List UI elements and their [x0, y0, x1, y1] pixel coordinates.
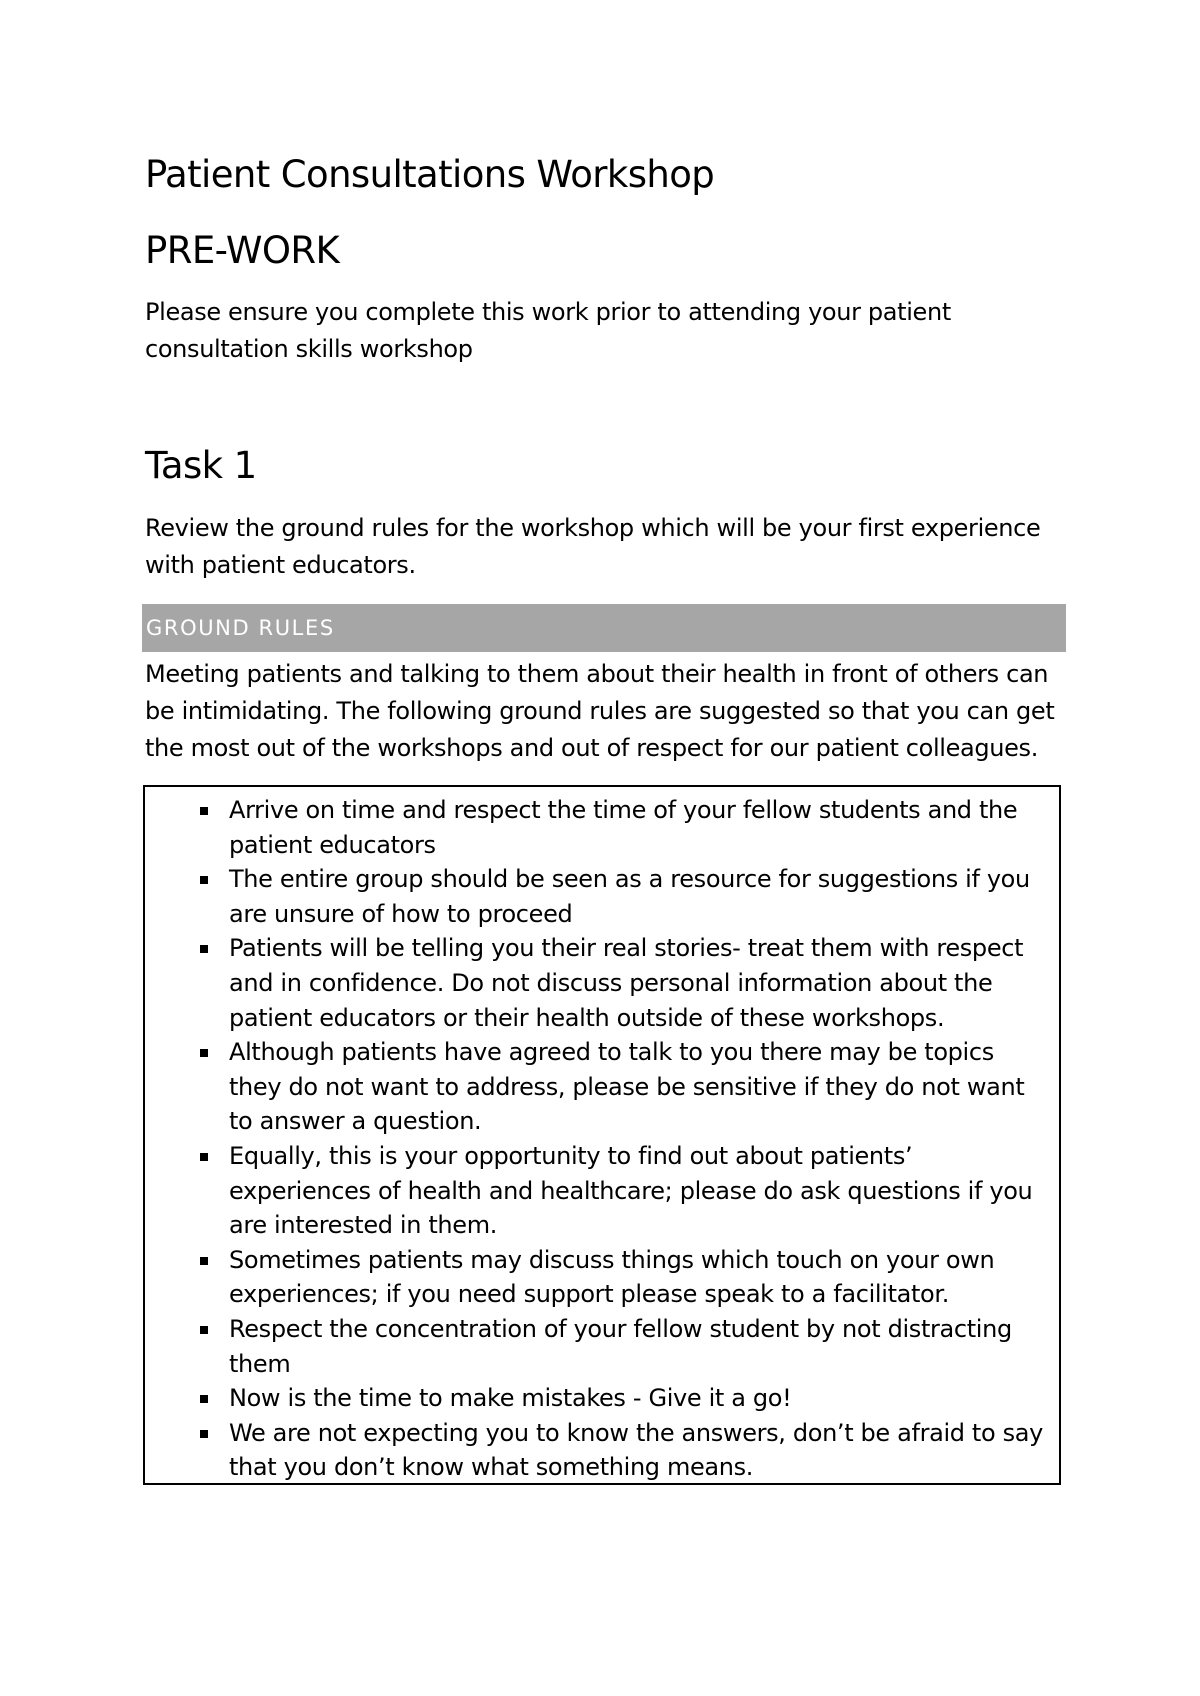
square-bullet-icon — [200, 1257, 208, 1265]
list-item — [145, 1381, 1059, 1416]
ground-rules-header — [142, 604, 1066, 652]
document-subtitle: PRE-WORK — [145, 229, 340, 272]
square-bullet-icon — [200, 1326, 208, 1334]
list-item — [145, 1416, 1059, 1485]
list-item — [145, 1035, 1059, 1139]
ground-rules-list — [145, 793, 1059, 1485]
task-description: Review the ground rules for the workshop which will be your first experience with patient educators. — [145, 514, 1041, 579]
square-bullet-icon — [200, 876, 208, 884]
list-item — [145, 931, 1059, 1035]
list-item-text: Although patients have agreed to talk to you there may be topics they do not want to address, please be sensitive if they do not want to answer a question. — [229, 1038, 1025, 1136]
ground-rules-header-label: GROUND RULES — [146, 616, 335, 640]
list-item — [145, 862, 1059, 931]
list-item-text: We are not expecting you to know the answers, don’t be afraid to say that you don’t know what something means. — [229, 1418, 1043, 1482]
intro-paragraph: Please ensure you complete this work prior to attending your patient consultation skills workshop — [145, 298, 951, 363]
list-item-text: Arrive on time and respect the time of your fellow students and the patient educators — [229, 796, 1018, 859]
document-title: Patient Consultations Workshop — [145, 153, 715, 196]
list-item — [145, 1243, 1059, 1312]
square-bullet-icon — [200, 1153, 208, 1161]
list-item-text: The entire group should be seen as a resource for suggestions if you are unsure of how to proceed — [229, 865, 1030, 928]
list-item — [145, 1139, 1059, 1243]
square-bullet-icon — [200, 807, 208, 815]
task-heading: Task 1 — [145, 444, 257, 487]
square-bullet-icon — [200, 1430, 208, 1438]
list-item-text: Now is the time to make mistakes - Give it a go! — [229, 1384, 792, 1413]
ground-rules-intro: Meeting patients and talking to them about their health in front of others can be intimidating. The following ground rules are suggested so that you can get the most out of the workshops and out of respect for our patient colleagues. — [145, 660, 1055, 762]
ground-rules-box — [143, 785, 1061, 1485]
list-item-text: Equally, this is your opportunity to find out about patients’ experiences of health and healthcare; please do ask questions if you are interested in them. — [229, 1141, 1033, 1240]
list-item — [145, 793, 1059, 862]
list-item — [145, 1312, 1059, 1381]
list-item-text: Patients will be telling you their real stories- treat them with respect and in confidence. Do not discuss personal information about the patient educators or their health outside of these workshops. — [229, 934, 1024, 1032]
square-bullet-icon — [200, 945, 208, 953]
list-item-text: Sometimes patients may discuss things which touch on your own experiences; if you need support please speak to a facilitator. — [229, 1245, 995, 1309]
list-item-text: Respect the concentration of your fellow student by not distracting them — [229, 1314, 1012, 1378]
square-bullet-icon — [200, 1049, 208, 1057]
square-bullet-icon — [200, 1395, 208, 1403]
